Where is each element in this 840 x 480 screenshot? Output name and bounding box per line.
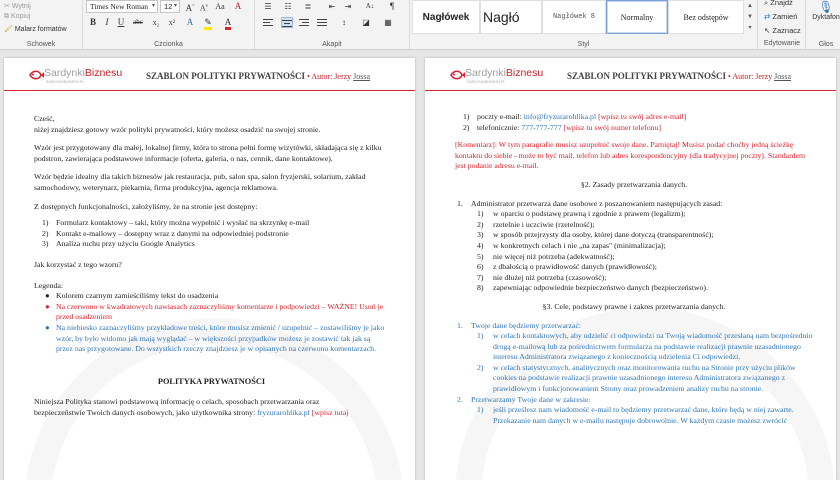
increase-indent-button[interactable]: ⇥ [344, 2, 352, 11]
cut-button[interactable]: ✂ Wytnij [4, 3, 31, 10]
list-item: 1) Formularz kontaktowy – taki, który można wypełnić i wysłać na skrzynkę e-mail [42, 218, 310, 228]
sort-button[interactable]: A↓ [365, 2, 375, 10]
list-item: 3) w sposób przejrzysty dla osoby, której dane dotyczą (transparentność); [477, 230, 714, 240]
format-painter-button[interactable]: 🖌 Malarz formatów [4, 26, 67, 33]
list-item: 2) Kontakt e-mailowy – dostępny wraz z danymi na odpowiedniej podstronie [42, 228, 289, 238]
strikethrough-button[interactable]: abc [133, 18, 143, 26]
font-family-select[interactable]: Times New Roman ▾ [86, 0, 158, 13]
left-body [34, 114, 389, 418]
dictate-button[interactable]: 🎙 Dyktafon [810, 0, 840, 21]
site-link[interactable]: fryzurarohlika.pl [257, 407, 310, 417]
shading-button[interactable]: ◪ [362, 18, 370, 27]
numbering-button[interactable]: ☷ [284, 2, 292, 11]
closing-line: bezpieczeństwie Twoich danych osobowych, jako użytkownika strony: fryzurarohlika.pl [wpisz tutaj [34, 407, 349, 417]
comment-block: [Komentarz]: W tym paragrafie musisz uzupełnić swoje dane. Pamiętaj! Musisz podać choćby jedną ścieżkę kontaktu do siebie - może to być mail, telefon lub adres korespondencyjny (dla tradycyjnej poczty). Standardem jest podanie adresu e-mail. [455, 140, 806, 171]
page-right [425, 58, 836, 480]
legend-item-blue: ● Na niebiesko zaznaczyliśmy przykładowe treści, które musisz zmienić / uzupełnić – zostawiliśmy je jako wzór, by było widomo jak mają wyglądać – w większości przypadków możesz je zostawić tak jak są przez nas przygotowane. Do wszystkich rzeczy znajdziesz je w opisanych na czerwono komentarzach. [45, 322, 385, 354]
decrease-indent-button[interactable]: ⇤ [328, 2, 336, 11]
font-label: Czcionka [154, 41, 183, 48]
list-item: 1) w oparciu o podstawę prawną i zgodnie z prawem (legalizm); [477, 209, 686, 219]
bullets-button[interactable]: ☰ [264, 2, 272, 11]
logo: SardynkiBiznesu SARDYNKIBIZNESU.PL [28, 67, 118, 83]
list-item: 2) rzetelnie i uczciwie (rzetelność); [477, 219, 595, 229]
subscript-button[interactable]: x₂ [152, 18, 160, 27]
question: Jak korzystać z tego wzoru? [34, 259, 122, 269]
list-item: 1) w celach kontaktowych, aby udzielić ci odpowiedzi na Twoją wiadomość przesłaną nam bezpośrednio drogą e-mailową lub za pośrednictwem formularza na podstawie realizacji prawnie uzasadnionego interesu Administratora związanego z koniecznością udzielenia Ci odpowiedzi. [477, 331, 813, 362]
list-item: 2) telefonicznie: 777-777-777 [wpisz tu swój numer telefonu] [463, 122, 662, 132]
justify-button[interactable] [317, 17, 329, 28]
font-group [83, 0, 255, 50]
replace-icon: ⇄ [764, 12, 771, 21]
styles-group [410, 0, 758, 50]
list-item: 3) Analiza ruchu przy użyciu Google Analytics [42, 239, 195, 249]
clipboard-label: Schowek [26, 41, 56, 48]
legend-item-red: ● Na czerwono w kwadratowych nawiasach zaznaczyliśmy komentarze i podpowiedzi – WAŻNE! Usuń je przed osadzeniem [45, 301, 384, 322]
list-item: 1. Administrator przetwarza dane osobowe z poszanowaniem następujących zasad: [457, 198, 723, 208]
section-heading: §2. Zasady przetwarzania danych. [580, 179, 688, 189]
chevron-down-icon: ▾ [173, 3, 177, 9]
voice-group [806, 0, 840, 50]
clipboard-group [0, 0, 83, 50]
replace-button[interactable]: ⇄ Zamień [764, 12, 798, 21]
voice-label: Głos [818, 41, 834, 48]
styles-label: Styl [577, 41, 590, 48]
list-item: 1. Twoje dane będziemy przetwarzać: [457, 320, 582, 330]
fish-logo-icon [28, 67, 44, 83]
copy-button[interactable]: ⧉ Kopiuj [4, 13, 31, 20]
paragraph: Wzór jest przygotowany dla małej, lokalnej firmy, która to strona pełni formę wizytówki, składająca się z kilku podstron, zawierająca podstawowe informacje (oferta, galeria, o nas, cennik, dane kontaktowe). [34, 143, 382, 163]
align-left-button[interactable] [263, 17, 275, 28]
document-title: SZABLON POLITYKI PRYWATNOŚCI • Autor: Jerzy Jossa [567, 71, 792, 81]
font-color-button[interactable]: A [221, 16, 235, 29]
page-header [425, 58, 836, 91]
search-icon: ⌕ [764, 0, 769, 7]
chevron-down-icon: ▾ [151, 3, 155, 9]
chevron-down-icon[interactable]: ▼ [747, 14, 753, 20]
policy-heading: POLITYKA PRYWATNOŚCI [157, 376, 266, 386]
align-right-button[interactable] [299, 17, 311, 28]
underline-button[interactable]: U [117, 17, 125, 27]
intro-text: niżej znajdziesz gotowy wzór polityki prywatności, który możesz osadzić na swojej stronie. [34, 124, 321, 134]
list-item: 1) poczty e-mail: info@fryzurarohlika.pl [wpisz tu swój adres e-mail] [463, 112, 687, 121]
list-item: 2) w celach statystycznych, analitycznych oraz monitorowania ruchu na Stronie przy użyciu plików cookies na podstawie realizacji prawnie uzasadnionego interesu Administratora związanego z prawidłowym i funkcjonowaniem Strony oraz prowadzeniem analizy ruchu na stronie. [477, 362, 796, 394]
style-gallery-scroll[interactable] [745, 1, 755, 35]
highlight-button[interactable] [201, 16, 215, 29]
section-heading: §3. Cele, podstawy prawne i zakres przetwarzania danych. [542, 301, 726, 311]
list-item: 5) nie więcej niż potrzeba (adekwatność); [477, 251, 615, 261]
right-body [455, 112, 813, 426]
style-heading-2[interactable]: Nagłó [480, 0, 542, 34]
case-button[interactable]: Aa [215, 2, 225, 11]
more-icon[interactable]: ▾ [748, 25, 752, 31]
cursor-icon: ↖ [764, 26, 771, 35]
page-header [4, 58, 415, 91]
grow-font-button[interactable]: A^ [185, 3, 195, 13]
greeting: Cześć, [34, 114, 55, 123]
list-item: 1) jeśli prześlesz nam wiadomość e-mail to będziemy przetwarzać dane, które będą w niej zawarte. Przekazanie nam danych w e-mailu następuje dobrowolnie. W każdym czasie możesz zwrócić [477, 405, 794, 425]
paragraph: Z dostępnych funkcjonalności, założyliśmy, że na stronie jest dostępny: [34, 201, 258, 211]
email-link[interactable]: info@fryzurarohlika.pl [523, 112, 597, 121]
paragraph-group [255, 0, 410, 50]
page-left [4, 58, 415, 480]
list-item: 7) nie dłużej niż potrzeba (czasowość); [477, 272, 607, 282]
legend-item-black: ● Kolorem czarnym zamieściliśmy tekst do osadzenia [45, 291, 219, 301]
document-title: SZABLON POLITYKI PRYWATNOŚCI • Autor: Jerzy Jossa [146, 71, 371, 81]
italic-button[interactable]: I [105, 17, 109, 27]
list-item: 4) w konkretnych celach i nie „na zapas" (minimalizacja); [477, 240, 666, 250]
text-effects-button[interactable]: A [186, 17, 194, 27]
editing-label: Edytowanie [763, 40, 801, 47]
select-button[interactable]: ↖ Zaznacz [764, 26, 801, 35]
style-normal[interactable]: Normalny [606, 0, 668, 34]
closing-line: Niniejsza Polityka stanowi podstawową informację o celach, sposobach przetwarzania oraz [34, 397, 320, 407]
superscript-button[interactable]: x² [168, 18, 176, 27]
line-spacing-button[interactable]: ↕ [342, 18, 346, 27]
list-item: 2. Przetwarzamy Twoje dane w zakresie: [457, 394, 591, 404]
chevron-up-icon[interactable]: ▲ [747, 3, 753, 9]
paragraph: Wzór będzie idealny dla takich biznesów jak restauracja, pub, salon spa, salon fryzjerski, solarium, zakład samochodowy, weterynarz, piekarnia, firma produkcyjna, agencja reklamowa. [34, 172, 366, 192]
list-item: 6) z dbałością o prawidłowość danych (prawidłowość); [477, 262, 657, 272]
borders-button[interactable]: ▦ [384, 18, 392, 27]
highlighter-icon: ✎ [204, 18, 212, 30]
brush-icon: 🖌 [4, 26, 13, 33]
paragraph-label: Akapit [322, 41, 342, 48]
align-center-button[interactable] [281, 17, 293, 28]
style-no-spacing[interactable]: Bez odstępów [668, 0, 744, 34]
clear-format-icon[interactable]: A [234, 1, 242, 11]
style-heading-1[interactable]: Nagłówek [412, 0, 480, 34]
shrink-font-button[interactable]: $A^v$ [199, 3, 209, 13]
style-heading-8[interactable]: Nagłówek 8 [542, 0, 606, 34]
logo: SardynkiBiznesu SARDYNKIBIZNESU.PL [449, 67, 539, 83]
fish-logo-icon [449, 67, 465, 83]
bold-button[interactable]: B [89, 17, 96, 27]
ribbon [0, 0, 840, 50]
multilevel-button[interactable]: ≣ [304, 2, 312, 11]
legend-label: Legenda: [34, 280, 64, 290]
list-item: 8) zapewniając odpowiednie bezpieczeństwo danych (bezpieczeństwo). [477, 283, 708, 293]
pilcrow-button[interactable]: ¶ [389, 1, 395, 11]
font-size-select[interactable]: 12 ▾ [160, 0, 180, 13]
microphone-icon: 🎙 [818, 0, 834, 14]
find-button[interactable]: ⌕ Znajdź [764, 0, 793, 7]
